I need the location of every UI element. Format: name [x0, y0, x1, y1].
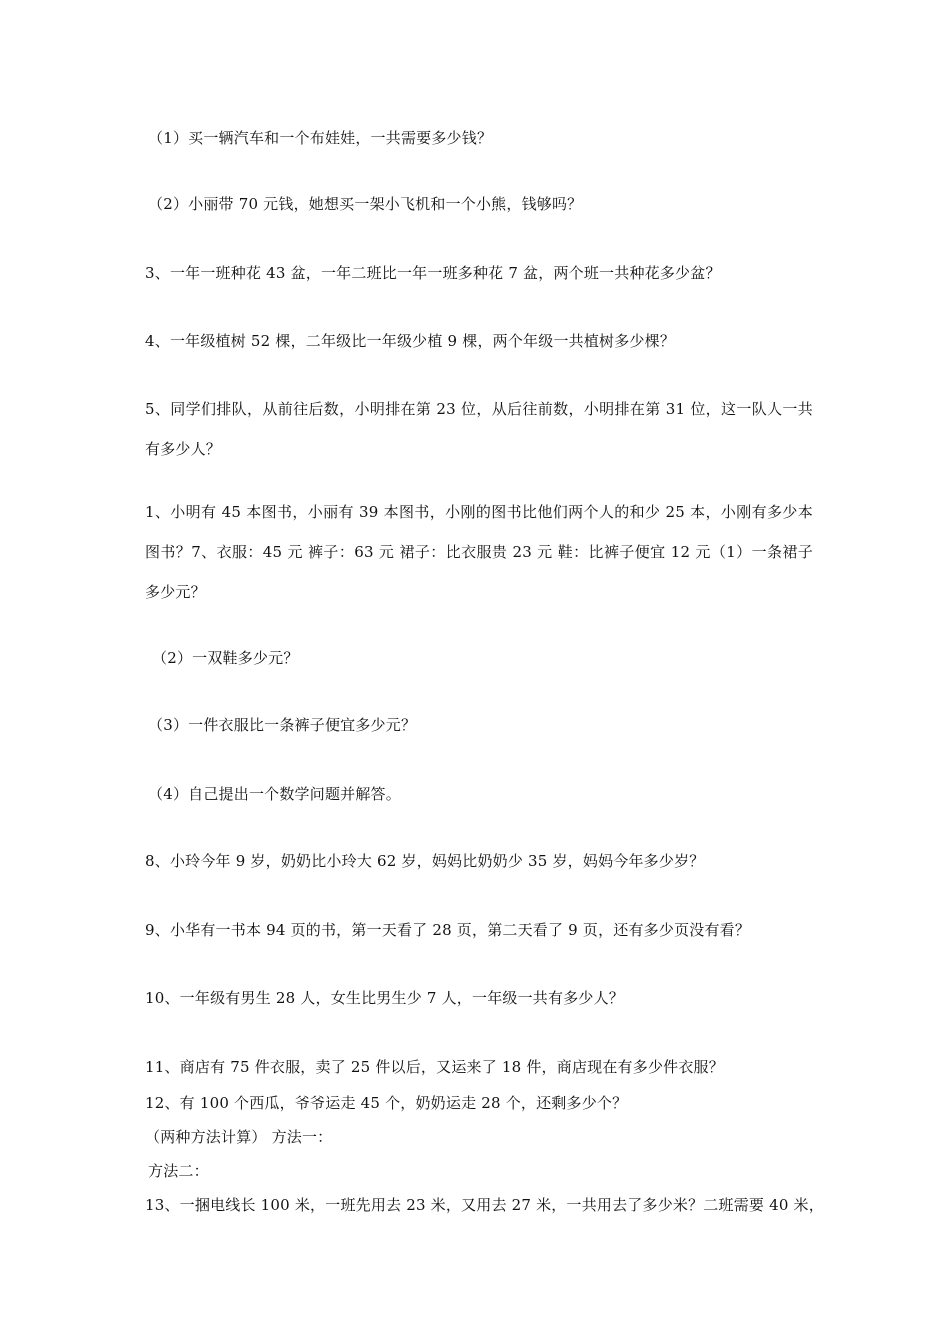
question-10: 10、一年级有男生 28 人，女生比男生少 7 人，一年级一共有多少人？ [145, 989, 624, 1007]
question-11: 11、商店有 75 件衣服，卖了 25 件以后，又运来了 18 件，商店现在有多少件衣服？ [145, 1058, 724, 1076]
question-5: 5、同学们排队，从前往后数，小明排在第 23 位，从后往前数，小明排在第 31 位，这一队人一共有多少人？ [145, 400, 813, 458]
question-7-part-2: （2）一双鞋多少元？ [152, 649, 299, 667]
question-4: 4、一年级植树 52 棵，二年级比一年级少植 9 棵，两个年级一共植树多少棵？ [145, 332, 676, 350]
question-9: 9、小华有一书本 94 页的书，第一天看了 28 页，第二天看了 9 页，还有多少页没有看？ [145, 921, 751, 939]
question-3: 3、一年一班种花 43 盆，一年二班比一年一班多种花 7 盆，两个班一共种花多少盆？ [145, 264, 721, 282]
question-8: 8、小玲今年 9 岁，奶奶比小玲大 62 岁，妈妈比奶奶少 35 岁，妈妈今年多少岁？ [145, 852, 705, 870]
question-2-part-2: （2）小丽带 70 元钱，她想买一架小飞机和一个小熊，钱够吗？ [148, 195, 583, 213]
question-12: 12、有 100 个西瓜，爷爷运走 45 个，奶奶运走 28 个，还剩多少个？ [145, 1094, 628, 1112]
question-12-method-1: （两种方法计算） 方法一： [145, 1128, 333, 1146]
question-7-part-3: （3）一件衣服比一条裤子便宜多少元？ [148, 716, 417, 734]
question-7-part-4: （4）自己提出一个数学问题并解答。 [148, 785, 401, 803]
question-13: 13、一捆电线长 100 米，一班先用去 23 米，又用去 27 米，一共用去了多少米？二班需要 40 米， [145, 1196, 824, 1214]
question-6-and-7: 1、小明有 45 本图书，小丽有 39 本图书，小刚的图书比他们两个人的和少 25 本，小刚有多少本图书？7、衣服：45 元 裤子：63 元 裙子：比衣服贵 23 元 鞋：比裤子便宜 12 元（1）一条裙子多少元？ [145, 503, 813, 601]
question-2-part-1: （1）买一辆汽车和一个布娃娃，一共需要多少钱？ [148, 129, 493, 147]
question-12-method-2: 方法二： [148, 1162, 209, 1180]
